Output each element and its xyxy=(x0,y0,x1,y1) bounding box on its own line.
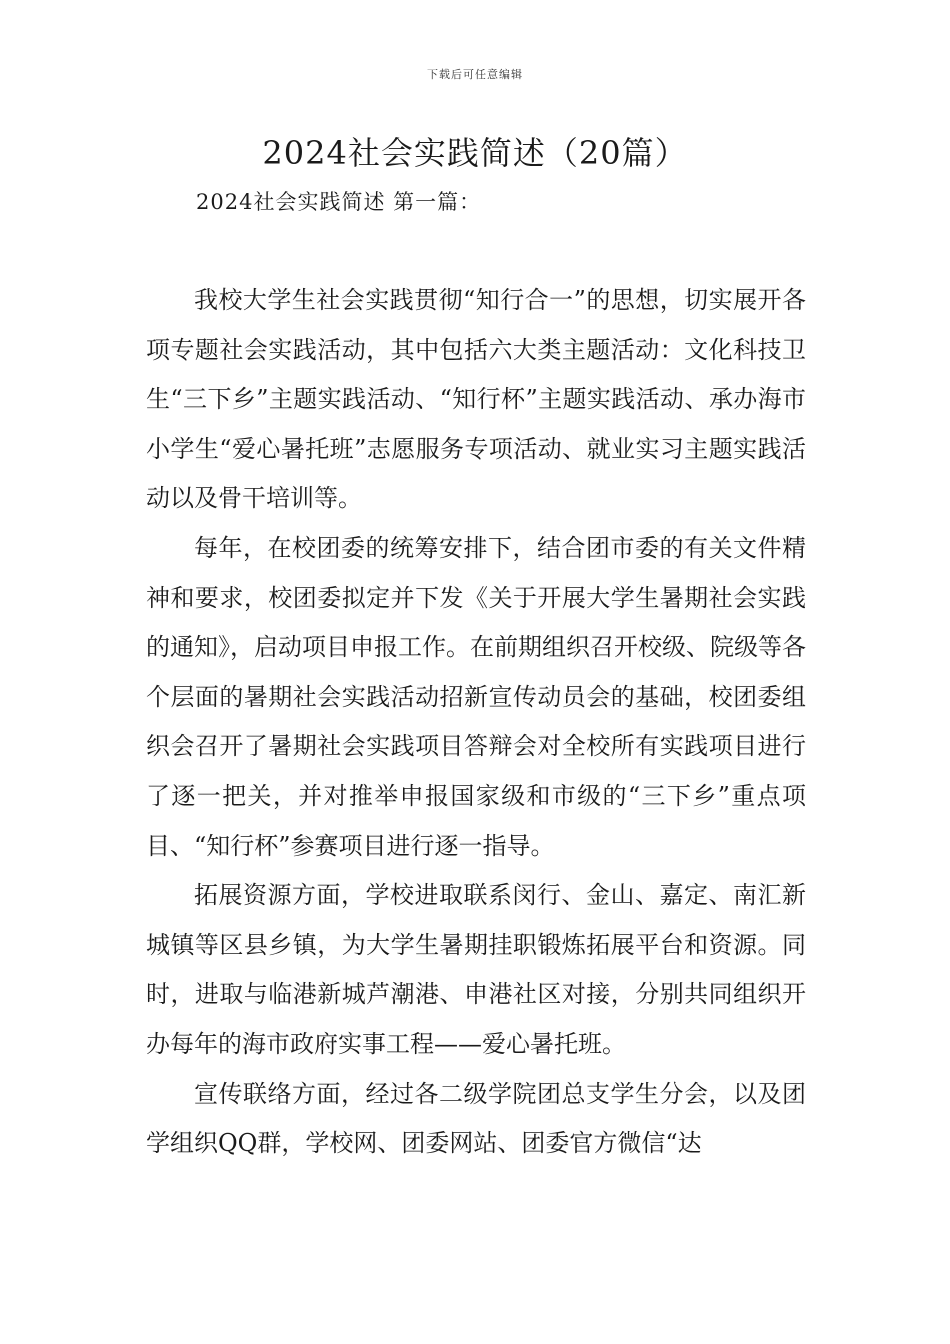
paragraph: 每年，在校团委的统筹安排下，结合团市委的有关文件精神和要求，校团委拟定并下发《关于开展大学生暑期社会实践的通知》，启动项目申报工作。在前期组织召开校级、院级等各个层面的暑期社会实践活动招新宣传动员会的基础，校团委组织会召开了暑期社会实践项目答辩会对全校所有实践项目进行了逐一把关，并对推举申报国家级和市级的“三下乡”重点项目、“知行杯”参赛项目进行逐一指导。 xyxy=(146,533,806,860)
paragraph: 宣传联络方面，经过各二级学院团总支学生分会，以及团学组织QQ群，学校网、团委网站、团委官方微信“达 xyxy=(146,1079,806,1158)
document-title: 2024社会实践简述（20篇） xyxy=(262,134,688,172)
paragraph: 我校大学生社会实践贯彻“知行合一”的思想，切实展开各项专题社会实践活动，其中包括六大类主题活动：文化科技卫生“三下乡”主题实践活动、“知行杯”主题实践活动、承办海市小学生“爱心暑托班”志愿服务专项活动、就业实习主题实践活动以及骨干培训等。 xyxy=(146,286,806,513)
paragraph: 拓展资源方面，学校进取联系闵行、金山、嘉定、南汇新城镇等区县乡镇，为大学生暑期挂职锻炼拓展平台和资源。同时，进取与临港新城芦潮港、申港社区对接，分别共同组织开办每年的海市政府实事工程——爱心暑托班。 xyxy=(146,881,806,1058)
header-note: 下载后可任意编辑 xyxy=(427,68,523,81)
section-heading: 2024社会实践简述 第一篇： xyxy=(196,190,482,214)
document-body xyxy=(146,276,806,1169)
